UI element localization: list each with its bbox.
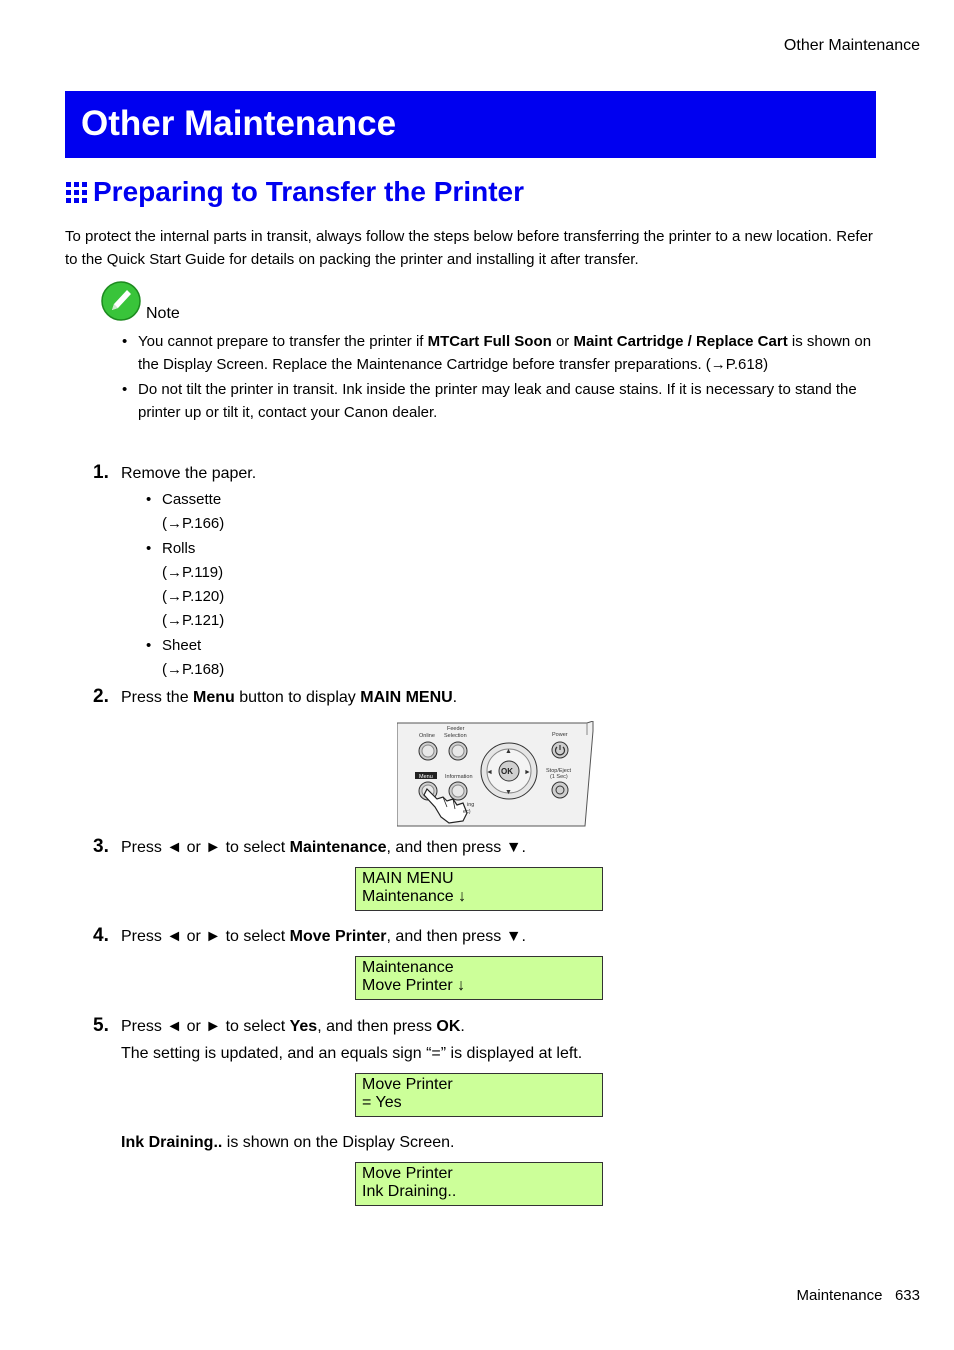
note-text: You cannot prepare to transfer the printer if <box>138 333 428 350</box>
pencil-note-icon <box>100 280 142 322</box>
step-number: 1. <box>93 462 109 483</box>
note-text: Do not tilt the printer in transit. Ink inside the printer may leak and cause stains. If it is necessary to stand the printer up or tilt it, contact your Canon dealer. <box>138 381 857 421</box>
power-button[interactable] <box>552 742 568 758</box>
panel-label-selection: Selection <box>444 733 467 739</box>
chapter-banner <box>65 91 876 158</box>
display-screen <box>355 867 603 911</box>
step-number: 5. <box>93 1015 109 1036</box>
message-maint-cartridge: Maint Cartridge / Replace Cart <box>573 333 788 350</box>
online-button[interactable] <box>419 742 437 760</box>
item-label: Sheet <box>162 637 202 654</box>
page-ref[interactable]: (→P.121) <box>162 612 225 629</box>
display-line-2: Maintenance ↓ <box>362 888 467 905</box>
step-text: Remove the paper. <box>121 465 257 482</box>
down-arrow-icon: ▼ <box>505 789 512 796</box>
display-line-2: Move Printer ↓ <box>362 977 466 994</box>
note-list <box>122 330 872 426</box>
display-line-1: Maintenance <box>362 959 454 976</box>
running-header: Other Maintenance <box>783 37 920 54</box>
display-screen <box>355 1162 603 1206</box>
step-text: Press the Menu button to display MAIN MENU. <box>121 689 458 706</box>
item-label: Cassette <box>162 491 222 508</box>
page-ref[interactable]: (→P.168) <box>162 661 225 678</box>
message-mtcart-full: MTCart Full Soon <box>427 333 552 350</box>
chapter-title: Other Maintenance <box>81 104 397 143</box>
display-line-1: Move Printer <box>362 1076 453 1093</box>
step-detail: Ink Draining.. is shown on the Display Screen. <box>121 1134 455 1151</box>
note-item <box>122 330 872 376</box>
panel-label-feeder: Feeder <box>447 726 465 732</box>
panel-label-power: Power <box>552 732 568 738</box>
panel-label-menu: Menu <box>419 774 433 780</box>
panel-label-online: Online <box>419 733 435 739</box>
bullet: • <box>122 333 128 350</box>
feeder-selection-button[interactable] <box>449 742 467 760</box>
list-item <box>146 634 224 658</box>
step-number: 4. <box>93 925 109 946</box>
stop-eject-button[interactable] <box>552 782 568 798</box>
right-arrow-icon: ► <box>524 769 531 776</box>
display-screen <box>355 956 603 1000</box>
page-number: 633 <box>894 1287 920 1304</box>
section-title: Preparing to Transfer the Printer <box>93 176 524 207</box>
bullet: • <box>146 637 152 654</box>
bullet: • <box>146 540 152 557</box>
display-line-2: = Yes <box>362 1094 402 1111</box>
step-text: Press ◄ or ► to select Yes, and then press OK. <box>121 1018 465 1035</box>
step-number: 3. <box>93 836 109 857</box>
list-item <box>146 537 224 561</box>
information-button[interactable] <box>449 782 467 800</box>
list-item <box>146 488 224 512</box>
panel-label-stop-eject: Stop/Eject <box>546 768 572 774</box>
display-line-1: Move Printer <box>362 1165 453 1182</box>
control-panel-illustration <box>397 721 601 828</box>
step-detail: The setting is updated, and an equals sign “=” is displayed at left. <box>121 1045 583 1062</box>
note-text: is shown on the Display Screen. Replace the Maintenance Cartridge before transfer preparations. (→P.618) <box>138 333 872 373</box>
page-ref[interactable]: (→P.119) <box>162 564 224 581</box>
display-screen <box>355 1073 603 1117</box>
note-label: Note <box>146 305 180 322</box>
svg-text:ing: ing <box>467 802 475 808</box>
left-arrow-icon: ◄ <box>486 769 493 776</box>
up-arrow-icon: ▲ <box>505 748 512 755</box>
direction-pad[interactable] <box>481 743 537 799</box>
svg-text:ec): ec) <box>463 809 471 815</box>
note-item <box>122 378 872 424</box>
page-footer <box>797 1287 920 1304</box>
page-ref[interactable]: (→P.120) <box>162 588 225 605</box>
panel-label-information: Information <box>445 774 473 780</box>
display-line-1: MAIN MENU <box>362 870 454 887</box>
sub-list <box>146 488 224 682</box>
footer-label: Maintenance <box>796 1287 883 1304</box>
bullet: • <box>122 381 128 398</box>
item-label: Rolls <box>162 540 196 557</box>
display-line-2: Ink Draining.. <box>362 1183 457 1200</box>
panel-label-one-sec: (1 Sec) <box>550 774 568 780</box>
note-text: or <box>551 333 574 350</box>
step-text: Press ◄ or ► to select Maintenance, and then press ▼. <box>121 839 526 856</box>
bullet: • <box>146 491 152 508</box>
step-text: Press ◄ or ► to select Move Printer, and then press ▼. <box>121 928 526 945</box>
ok-button-label: OK <box>501 767 513 776</box>
grid-icon <box>66 182 88 204</box>
intro-paragraph: To protect the internal parts in transit, always follow the steps below before transferring the printer to a new location. Refer to the Quick Start Guide for details on packing the printer and installing it after transfer. <box>65 228 873 268</box>
page-ref[interactable]: (→P.166) <box>162 515 225 532</box>
step-number: 2. <box>93 686 109 707</box>
